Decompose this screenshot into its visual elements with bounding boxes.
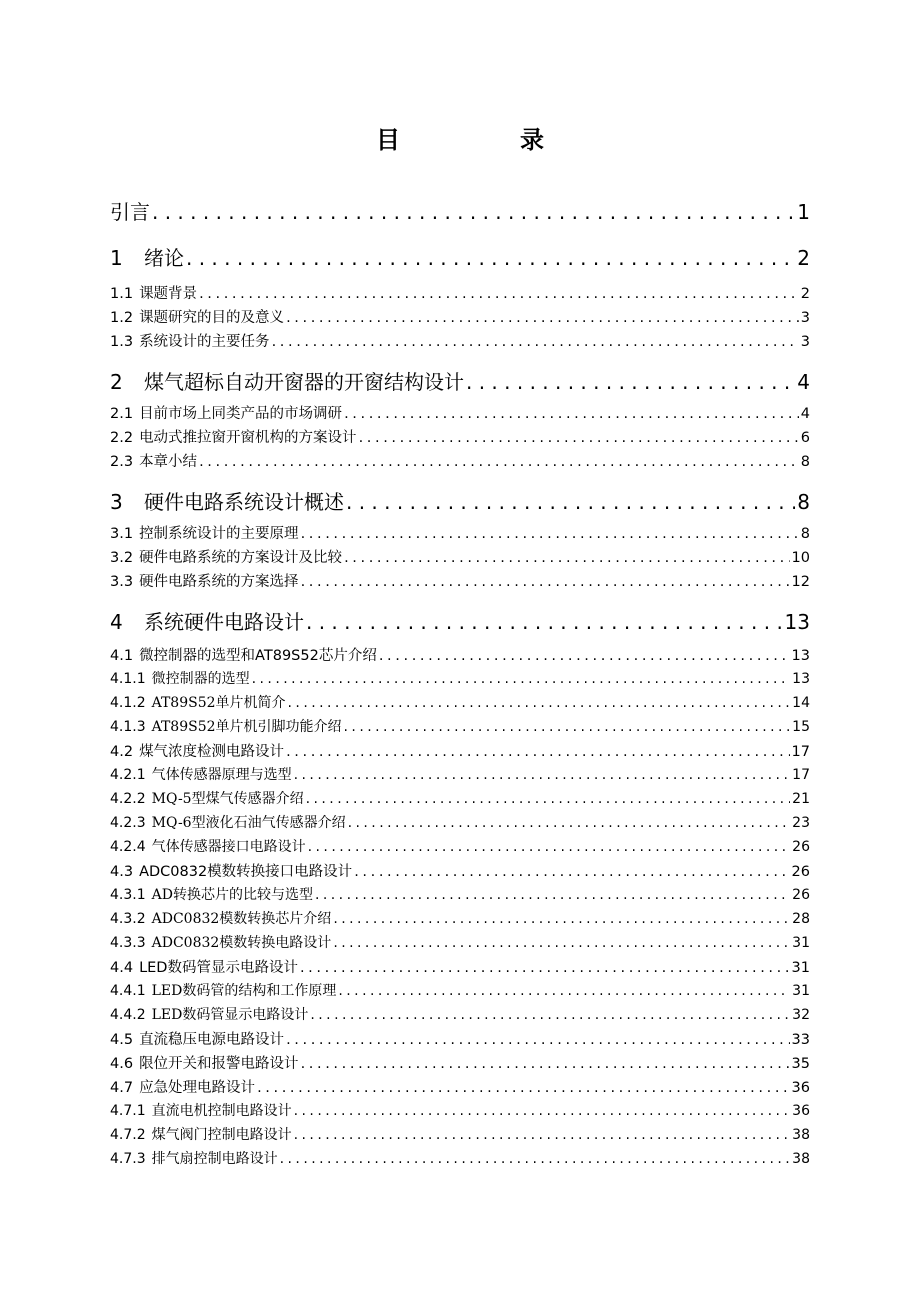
toc-entry-number: 4.7.2 — [110, 1127, 146, 1143]
toc-entry-label: ADC0832模数转换芯片介绍 — [151, 911, 332, 927]
toc-entry-page: 26 — [791, 864, 810, 880]
toc-entry-page: 1 — [797, 200, 810, 224]
toc-entry-number: 1 — [110, 246, 123, 270]
toc-entry[interactable] — [110, 980, 810, 1000]
toc-entry[interactable] — [110, 546, 810, 567]
toc-entry-number: 4.3.1 — [110, 887, 146, 903]
toc-entry[interactable] — [110, 1100, 810, 1120]
toc-entry[interactable] — [110, 692, 810, 712]
page-title: 目 录 — [376, 125, 592, 154]
toc-entry-label: AT89S52单片机引脚功能介绍 — [151, 719, 342, 735]
toc-entry[interactable] — [110, 402, 810, 423]
toc-entry-page: 36 — [791, 1080, 810, 1096]
toc-leader-dots — [338, 983, 790, 999]
toc-entry-number: 3.3 — [110, 574, 134, 590]
toc-entry-number: 1.3 — [110, 334, 134, 350]
toc-entry-number: 4.4 — [110, 960, 134, 976]
toc-entry[interactable] — [110, 644, 810, 665]
toc-entry-number: 4.3.2 — [110, 911, 146, 927]
toc-leader-dots — [288, 695, 791, 711]
toc-entry-page: 3 — [800, 334, 810, 350]
toc-entry-page: 2 — [797, 246, 810, 270]
toc-entry-number: 3 — [110, 490, 123, 514]
toc-entry-label: 煤气浓度检测电路设计 — [139, 744, 285, 760]
toc-entry-label: AT89S52单片机简介 — [151, 695, 286, 711]
toc-entry-label: 硬件电路系统的方案选择 — [139, 574, 299, 590]
toc-entry-number: 4.7 — [110, 1080, 134, 1096]
toc-entry-number: 2.1 — [110, 406, 134, 422]
toc-entry-number: 4.7.1 — [110, 1103, 146, 1119]
toc-leader-dots — [344, 550, 789, 566]
toc-entry-number: 4.2.4 — [110, 839, 146, 855]
toc-entry-label: 硬件电路系统的方案设计及比较 — [139, 550, 343, 566]
toc-entry-number: 4 — [110, 610, 123, 634]
toc-leader-dots — [359, 430, 799, 446]
toc-entry-label: 控制系统设计的主要原理 — [139, 526, 299, 542]
toc-entry[interactable] — [110, 522, 810, 543]
toc-leader-dots — [333, 911, 790, 927]
toc-leader-dots — [306, 610, 783, 634]
toc-entry-page: 28 — [792, 911, 810, 927]
toc-leader-dots — [346, 490, 795, 514]
toc-leader-dots — [301, 574, 790, 590]
toc-entry-number: 2 — [110, 370, 123, 394]
toc-entry[interactable] — [110, 242, 810, 271]
toc-entry[interactable] — [110, 956, 810, 977]
toc-entry[interactable] — [110, 196, 810, 225]
toc-entry-page: 35 — [791, 1056, 810, 1072]
toc-entry-number: 1.1 — [110, 286, 134, 302]
toc-entry-page: 2 — [800, 286, 810, 302]
toc-entry[interactable] — [110, 606, 810, 635]
toc-entry-label: ADC0832模数转换接口电路设计 — [139, 864, 353, 880]
toc-entry-label: 引言 — [110, 200, 150, 224]
toc-entry-number: 2.2 — [110, 430, 134, 446]
toc-entry[interactable] — [110, 884, 810, 904]
toc-leader-dots — [272, 334, 799, 350]
toc-entry-number: 4.2 — [110, 744, 134, 760]
toc-entry[interactable] — [110, 740, 810, 761]
toc-entry-number: 4.4.1 — [110, 983, 146, 999]
toc-entry-number: 4.5 — [110, 1032, 134, 1048]
toc-entry-label: 微控制器的选型 — [151, 671, 250, 687]
toc-leader-dots — [286, 310, 799, 326]
toc-leader-dots — [379, 648, 790, 664]
toc-entry[interactable] — [110, 1052, 810, 1073]
toc-entry-label: 气体传感器接口电路设计 — [151, 839, 306, 855]
toc-entry-label: 微控制器的选型和AT89S52芯片介绍 — [139, 648, 377, 664]
toc-entry-page: 14 — [792, 695, 810, 711]
toc-entry-label: 直流稳压电源电路设计 — [139, 1032, 285, 1048]
toc-entry[interactable] — [110, 812, 810, 832]
toc-leader-dots — [152, 200, 795, 224]
toc-leader-dots — [186, 246, 795, 270]
toc-leader-dots — [310, 1007, 790, 1023]
toc-entry-label: LED数码管显示电路设计 — [151, 1007, 309, 1023]
toc-entry[interactable] — [110, 330, 810, 351]
toc-entry-page: 13 — [791, 648, 810, 664]
toc-entry-label: 绪论 — [144, 246, 184, 270]
toc-entry[interactable] — [110, 366, 810, 395]
toc-entry-number: 2.3 — [110, 454, 134, 470]
toc-leader-dots — [199, 454, 799, 470]
toc-entry[interactable] — [110, 450, 810, 471]
toc-entry[interactable] — [110, 716, 810, 736]
toc-leader-dots — [315, 887, 790, 903]
toc-entry-page: 31 — [792, 983, 810, 999]
toc-entry[interactable] — [110, 860, 810, 881]
toc-entry[interactable] — [110, 1004, 810, 1024]
toc-leader-dots — [344, 406, 799, 422]
toc-entry-number: 4.2.1 — [110, 767, 146, 783]
toc-entry-page: 23 — [792, 815, 810, 831]
toc-leader-dots — [286, 744, 789, 760]
toc-entry[interactable] — [110, 836, 810, 856]
toc-leader-dots — [466, 370, 795, 394]
toc-leader-dots — [286, 1032, 789, 1048]
toc-entry-label: 气体传感器原理与选型 — [151, 767, 292, 783]
toc-entry-label: ADC0832模数转换电路设计 — [151, 935, 332, 951]
toc-entry[interactable] — [110, 1148, 810, 1168]
toc-leader-dots — [300, 960, 790, 976]
toc-entry-number: 4.1.1 — [110, 671, 146, 687]
toc-entry-page: 13 — [792, 671, 810, 687]
toc-entry-label: 系统硬件电路设计 — [144, 610, 304, 634]
toc-entry-label: 硬件电路系统设计概述 — [144, 490, 344, 514]
toc-entry-label: LED数码管显示电路设计 — [139, 960, 298, 976]
toc-leader-dots — [294, 767, 791, 783]
toc-entry-label: 目前市场上同类产品的市场调研 — [139, 406, 343, 422]
toc-entry-number: 4.6 — [110, 1056, 134, 1072]
toc-entry[interactable] — [110, 570, 810, 591]
toc-entry-page: 3 — [800, 310, 810, 326]
toc-entry-label: 课题背景 — [139, 286, 198, 302]
toc-entry-page: 31 — [791, 960, 810, 976]
toc-entry-label: 煤气阀门控制电路设计 — [151, 1127, 292, 1143]
toc-entry-page: 8 — [797, 490, 810, 514]
toc-leader-dots — [280, 1151, 791, 1167]
toc-entry-number: 4.1.3 — [110, 719, 146, 735]
toc-leader-dots — [257, 1080, 789, 1096]
toc-entry-page: 4 — [800, 406, 810, 422]
toc-entry-page: 26 — [792, 839, 810, 855]
toc-entry[interactable] — [110, 486, 810, 515]
toc-entry-page: 33 — [791, 1032, 810, 1048]
toc-entry[interactable] — [110, 1076, 810, 1097]
toc-entry-page: 31 — [792, 935, 810, 951]
toc-entry-number: 4.2.3 — [110, 815, 146, 831]
toc-entry-page: 6 — [800, 430, 810, 446]
toc-entry[interactable] — [110, 282, 810, 303]
toc-leader-dots — [348, 815, 791, 831]
toc-entry-number: 4.2.2 — [110, 791, 146, 807]
toc-leader-dots — [354, 864, 789, 880]
toc-entry-page: 32 — [792, 1007, 810, 1023]
toc-entry-label: MQ-6型液化石油气传感器介绍 — [151, 815, 346, 831]
toc-leader-dots — [252, 671, 791, 687]
toc-entry-number: 4.4.2 — [110, 1007, 146, 1023]
toc-leader-dots — [294, 1103, 791, 1119]
toc-entry-label: 限位开关和报警电路设计 — [139, 1056, 299, 1072]
toc-entry-number: 1.2 — [110, 310, 134, 326]
toc-leader-dots — [301, 526, 799, 542]
toc-entry-label: 课题研究的目的及意义 — [139, 310, 285, 326]
toc-entry-page: 36 — [792, 1103, 810, 1119]
toc-entry-label: MQ-5型煤气传感器介绍 — [151, 791, 304, 807]
toc-leader-dots — [308, 839, 791, 855]
toc-entry[interactable] — [110, 932, 810, 952]
toc-entry-page: 38 — [792, 1151, 810, 1167]
toc-entry[interactable] — [110, 908, 810, 928]
toc-leader-dots — [306, 791, 791, 807]
toc-entry[interactable] — [110, 1028, 810, 1049]
toc-entry[interactable] — [110, 764, 810, 784]
toc-entry[interactable] — [110, 668, 810, 688]
toc-entry-number: 3.1 — [110, 526, 134, 542]
toc-entry-page: 8 — [800, 526, 810, 542]
toc-entry-number: 4.3 — [110, 864, 134, 880]
toc-entry-page: 13 — [784, 610, 810, 634]
toc-leader-dots — [333, 935, 790, 951]
toc-leader-dots — [294, 1127, 791, 1143]
toc-entry-page: 17 — [791, 744, 810, 760]
toc-entry[interactable] — [110, 788, 810, 808]
toc-entry-label: 煤气超标自动开窗器的开窗结构设计 — [144, 370, 464, 394]
toc-entry-number: 3.2 — [110, 550, 134, 566]
toc-entry-page: 26 — [792, 887, 810, 903]
toc-entry[interactable] — [110, 1124, 810, 1144]
toc-entry-number: 4.7.3 — [110, 1151, 146, 1167]
toc-entry-page: 10 — [791, 550, 810, 566]
toc-entry-page: 17 — [792, 767, 810, 783]
toc-entry-label: 排气扇控制电路设计 — [151, 1151, 278, 1167]
toc-entry-label: 本章小结 — [139, 454, 198, 470]
toc-entry[interactable] — [110, 306, 810, 327]
toc-entry-number: 4.1 — [110, 648, 134, 664]
toc-entry-label: AD转换芯片的比较与选型 — [151, 887, 313, 903]
toc-leader-dots — [199, 286, 799, 302]
toc-entry-page: 4 — [797, 370, 810, 394]
toc-entry-page: 38 — [792, 1127, 810, 1143]
toc-entry-page: 12 — [791, 574, 810, 590]
toc-entry-number: 4.1.2 — [110, 695, 146, 711]
toc-entry-label: 直流电机控制电路设计 — [151, 1103, 292, 1119]
toc-entry-page: 15 — [792, 719, 810, 735]
toc-entry-page: 21 — [792, 791, 810, 807]
toc-entry-page: 8 — [800, 454, 810, 470]
toc-leader-dots — [344, 719, 791, 735]
toc-entry-label: 电动式推拉窗开窗机构的方案设计 — [139, 430, 357, 446]
toc-entry-label: 系统设计的主要任务 — [139, 334, 270, 350]
toc-entry-label: LED数码管的结构和工作原理 — [151, 983, 337, 999]
toc-entry[interactable] — [110, 426, 810, 447]
toc-entry-number: 4.3.3 — [110, 935, 146, 951]
toc-entry-label: 应急处理电路设计 — [139, 1080, 256, 1096]
toc-leader-dots — [301, 1056, 790, 1072]
